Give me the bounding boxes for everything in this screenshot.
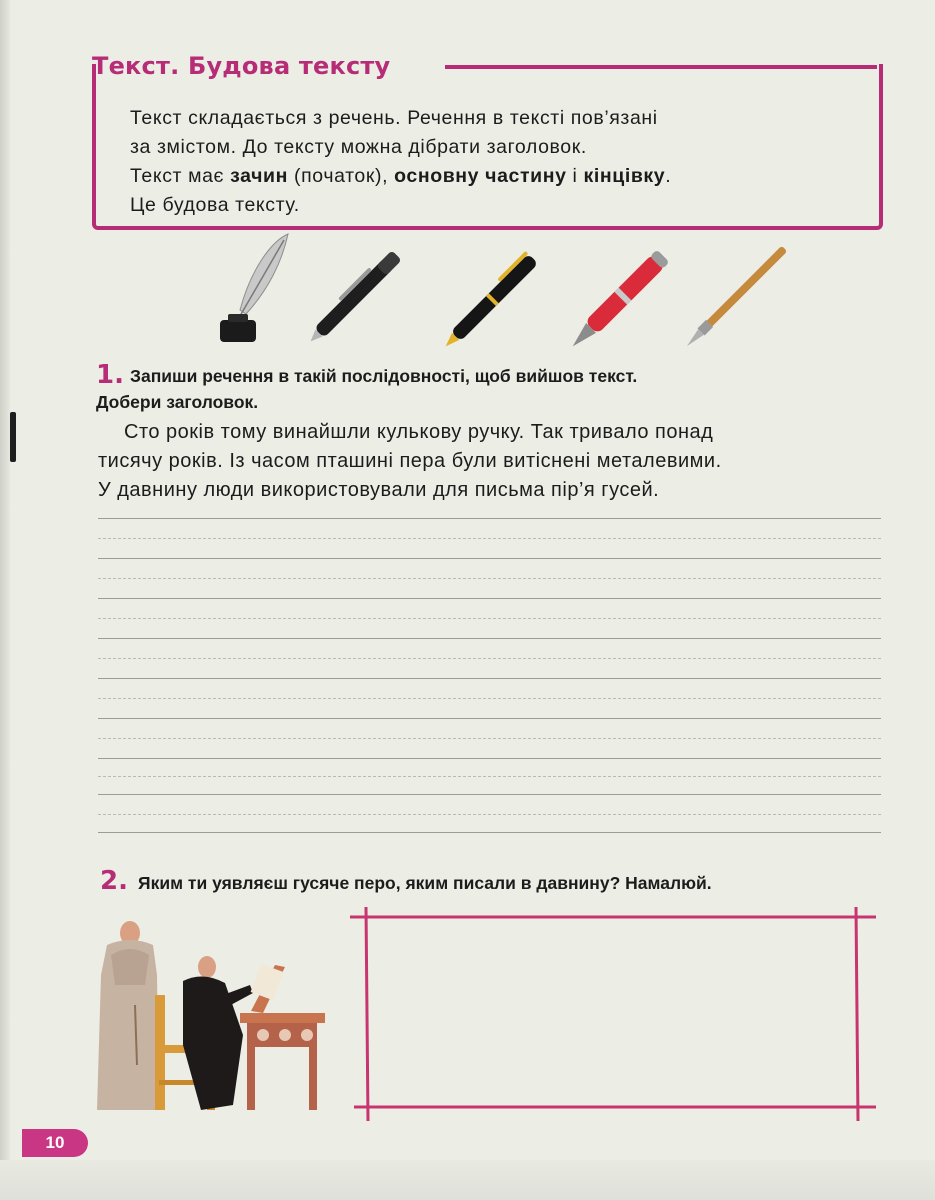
writing-guide-line <box>98 578 881 579</box>
sitting-monk-figure <box>183 956 253 1110</box>
writing-guide-line <box>98 738 881 739</box>
rule-line-1: Текст складається з речень. Речення в тексті пов’язані <box>130 107 658 129</box>
sentence-line: У давнину люди використовували для письма пір’я гусей. <box>98 479 660 501</box>
quill-with-inkwell-icon <box>220 234 288 342</box>
page-number-badge: 10 <box>22 1129 88 1157</box>
writing-guide-line <box>98 538 881 539</box>
rule-term-intro: зачин <box>230 165 289 187</box>
section-title: Текст. Будова тексту <box>92 52 391 80</box>
binding-mark <box>10 412 16 462</box>
writing-line <box>98 638 881 639</box>
rule-line-3 <box>130 162 830 191</box>
writing-instruments-illustration <box>210 232 810 352</box>
rule-text-part: Текст має <box>130 165 231 187</box>
rule-line-2: за змістом. До тексту можна дібрати заголовок. <box>130 136 587 158</box>
drawing-frame[interactable] <box>348 905 878 1125</box>
sentence-line: тисячу років. Із часом пташині пера були витіснені металевими. <box>98 450 722 472</box>
writing-guide-line <box>98 618 881 619</box>
writing-guide-line <box>98 698 881 699</box>
writing-guide-line <box>98 776 881 777</box>
rule-term-ending: кінцівку <box>583 165 666 187</box>
writing-line <box>98 598 881 599</box>
task-1-number: 1. <box>96 360 124 390</box>
writing-line <box>98 678 881 679</box>
page-bottom-edge <box>0 1160 935 1200</box>
task-1-instruction-line-2: Добери заголовок. <box>96 392 259 412</box>
writing-guide-line <box>98 658 881 659</box>
writing-line <box>98 832 881 833</box>
writing-line <box>98 518 881 519</box>
writing-line <box>98 718 881 719</box>
red-fountain-pen-icon <box>566 249 669 352</box>
nib-pen-icon <box>683 245 788 350</box>
task-2-number: 2. <box>100 866 128 896</box>
writing-line <box>98 758 881 759</box>
sentence-line: Сто років тому винайшли кулькову ручку. Так тривало понад <box>124 421 714 443</box>
writing-desk <box>240 964 325 1110</box>
writing-line <box>98 794 881 795</box>
rule-text-part: і <box>566 165 584 187</box>
task-1-sentences <box>98 418 848 505</box>
rule-text-part: (початок), <box>288 165 395 187</box>
rule-text-part: . <box>665 165 672 187</box>
task-2-instruction: Яким ти уявляєш гусяче перо, яким писали в давнину? Намалюй. <box>138 873 712 893</box>
task-1-instruction-line-1: Запиши речення в такій послідовності, щоб вийшов текст. <box>130 366 638 386</box>
rule-text <box>130 104 830 220</box>
monks-writing-illustration <box>75 915 330 1115</box>
writing-line <box>98 558 881 559</box>
black-ballpoint-pen-icon <box>303 247 402 346</box>
writing-guide-line <box>98 814 881 815</box>
standing-monk-figure <box>97 921 159 1110</box>
rule-term-main: основну частину <box>394 165 567 187</box>
page-binding-edge <box>0 0 10 1200</box>
black-gold-pen-icon <box>438 251 538 351</box>
rule-line-4: Це будова тексту. <box>130 194 300 216</box>
